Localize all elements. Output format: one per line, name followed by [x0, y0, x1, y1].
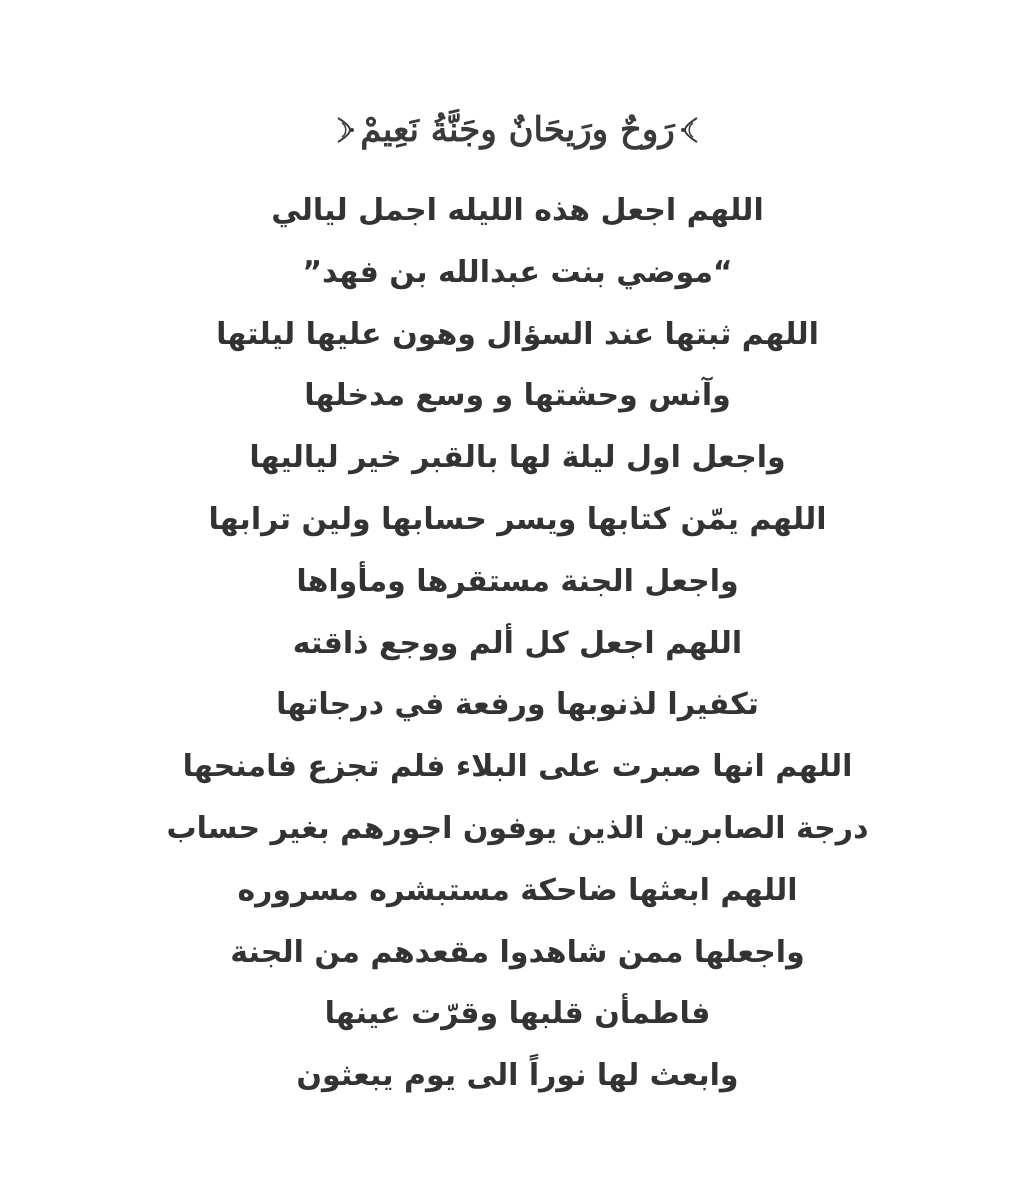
prayer-line: واجعلها ممن شاهدوا مقعدهم من الجنة: [230, 934, 805, 970]
prayer-line: فاطمأن قلبها وقرّت عينها: [324, 996, 711, 1032]
prayer-line: اللهم اجعل كل ألم ووجع ذاقته: [292, 625, 743, 661]
prayer-line: اللهم اجعل هذه الليله اجمل ليالي: [271, 193, 764, 228]
prayer-lines: [0, 180, 1035, 1107]
prayer-line: وابعث لها نوراً الى يوم يبعثون: [296, 1058, 739, 1094]
prayer-line: “موضي بنت عبدالله بن فهد”: [302, 254, 733, 290]
prayer-line: واجعل اول ليلة لها بالقبر خير لياليها: [249, 440, 786, 476]
floral-ornament-icon: [679, 115, 701, 145]
prayer-line: واجعل الجنة مستقرها ومأواها: [296, 563, 739, 599]
prayer-line: درجة الصابرين الذين يوفون اجورهم بغير حساب: [166, 810, 869, 846]
title-row: [0, 100, 1035, 160]
prayer-line: اللهم انها صبرت على البلاء فلم تجزع فامنحها: [182, 749, 853, 785]
prayer-line: اللهم ثبتها عند السؤال وهون عليها ليلتها: [216, 316, 819, 352]
prayer-line: اللهم ابعثها ضاحكة مستبشره مسروره: [237, 872, 798, 908]
prayer-line: تكفيرا لذنوبها ورفعة في درجاتها: [276, 687, 759, 723]
floral-ornament-icon: [334, 115, 356, 145]
prayer-line: وآنس وحشتها و وسع مدخلها: [304, 378, 731, 414]
page-title: رَوحٌ ورَيحَانٌ وجَنَّةُ نَعِيمْ: [360, 110, 675, 150]
prayer-line: اللهم يمّن كتابها ويسر حسابها ولين ترابها: [208, 501, 827, 537]
